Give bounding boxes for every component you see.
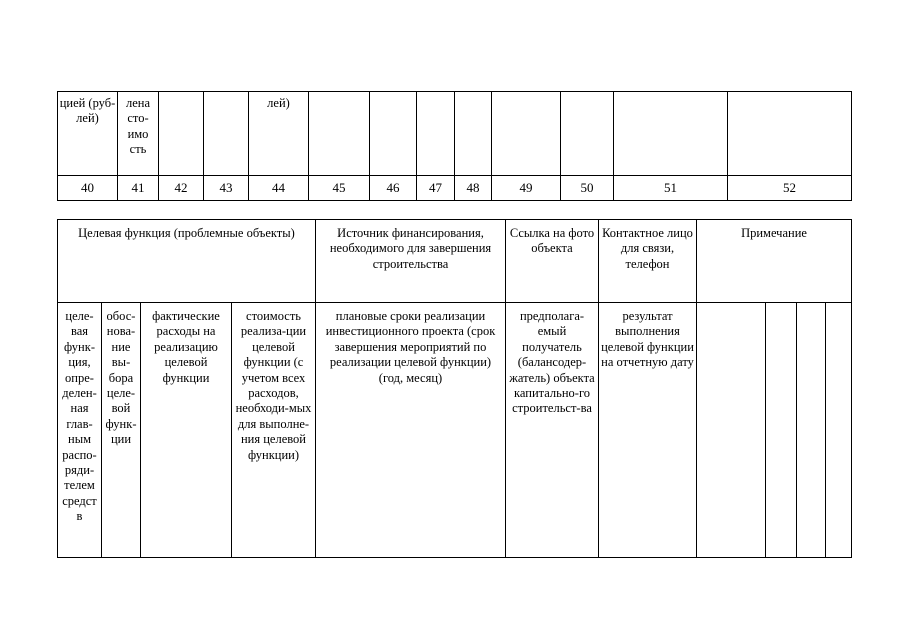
cell-empty: [797, 303, 826, 558]
table-row: [58, 303, 852, 558]
column-number: 51: [614, 176, 728, 201]
column-number: 40: [58, 176, 118, 201]
header-funding-source: Источник финансирования, необходимого для завершения строительства: [316, 220, 506, 303]
header-cell: [417, 92, 455, 176]
header-cell: [561, 92, 614, 176]
cell-empty: [826, 303, 852, 558]
column-number: 42: [159, 176, 204, 201]
column-number: 43: [204, 176, 249, 201]
cell-justification: обос-нова-ние вы-бора целе-вой функ-ции: [102, 303, 141, 558]
cell-actual-expenses: фактические расходы на реализацию целевой функции: [141, 303, 232, 558]
table-row: [58, 92, 852, 176]
header-note: Примечание: [697, 220, 852, 303]
header-cell: [370, 92, 417, 176]
column-number: 49: [492, 176, 561, 201]
cell-result: результат выполнения целевой функции на отчетную дату: [599, 303, 697, 558]
column-number: 41: [118, 176, 159, 201]
cell-target-function: целе-вая функ-ция, опре-делен-ная глав-ным распо-ряди-телем средст в: [58, 303, 102, 558]
column-number: 50: [561, 176, 614, 201]
column-number: 47: [417, 176, 455, 201]
header-cell: цией (руб-лей): [58, 92, 118, 176]
header-photo-link: Ссылка на фото объекта: [506, 220, 599, 303]
header-cell: [614, 92, 728, 176]
header-cell: [204, 92, 249, 176]
header-cell: [455, 92, 492, 176]
header-cell: лей): [249, 92, 309, 176]
header-cell: [309, 92, 370, 176]
cell-implementation-cost: стоимость реализа-ции целевой функции (с учетом всех расходов, необходи-мых для выполне-ния целевой функции): [232, 303, 316, 558]
header-cell: лена сто-имо сть: [118, 92, 159, 176]
columns-table-top: [57, 91, 852, 201]
header-cell: [492, 92, 561, 176]
table-row: [58, 176, 852, 201]
column-number: 45: [309, 176, 370, 201]
cell-empty: [697, 303, 766, 558]
column-number: 46: [370, 176, 417, 201]
cell-planned-terms: плановые сроки реализации инвестиционного проекта (срок завершения мероприятий по реализации целевой функции) (год, месяц): [316, 303, 506, 558]
table-row: [58, 220, 852, 303]
columns-table-bottom: [57, 219, 852, 558]
header-cell: [728, 92, 852, 176]
header-cell: [159, 92, 204, 176]
cell-empty: [766, 303, 797, 558]
cell-recipient: предполага-емый получатель (балансодер-жатель) объекта капитально-го строительст-ва: [506, 303, 599, 558]
column-number: 48: [455, 176, 492, 201]
header-target-function: Целевая функция (проблемные объекты): [58, 220, 316, 303]
column-number: 52: [728, 176, 852, 201]
header-contact: Контактное лицо для связи, телефон: [599, 220, 697, 303]
column-number: 44: [249, 176, 309, 201]
